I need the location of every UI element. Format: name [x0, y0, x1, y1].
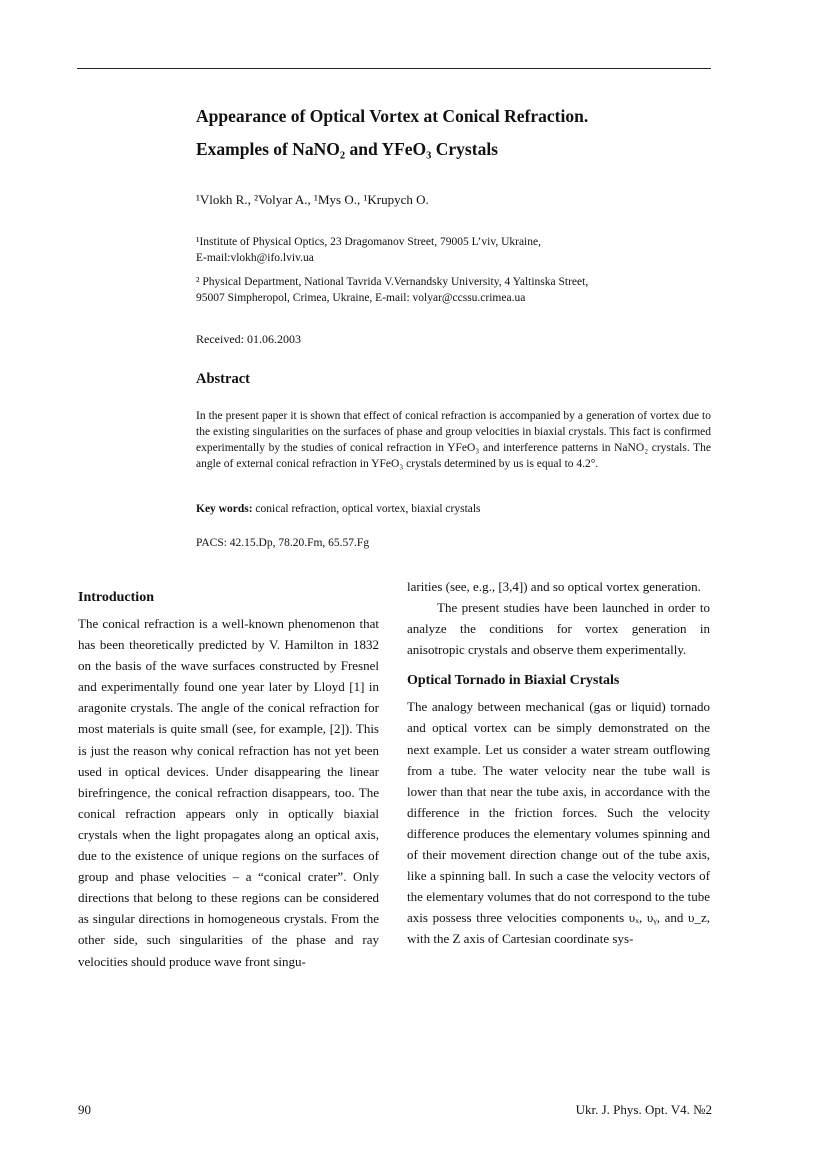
right-paragraph-1: larities (see, e.g., [3,4]) and so optical vortex generation.: [407, 579, 701, 594]
header-rule: [77, 68, 711, 69]
introduction-paragraph: The conical refraction is a well-known phenomenon that has been theoretically predicted by V. Hamilton in 1832 on the basis of the wave surfaces constructed by Fresnel and experimentally found one year later by Lloyd [1] in aragonite crystals. The angle of the conical refraction for most materials is quite small (see, for example, [2]). This is just the reason why conical refraction has not yet been used in optical devices. Under disappearing the linear birefringence, the conical refraction disappears, too. The conical refraction appears only in optically biaxial crystals when the light propagates along an optical axis, due to the existence of unique regions on the surfaces of group and phase velocities – a “conical crater”. Only directions that belong to these regions can be considered as singular directions in homogeneous crystals. From the other side, such singularities of the phase and ray velocities should produce wave front singu-: [78, 616, 379, 969]
right-paragraph-2: The present studies have been launched in order to analyze the conditions for vortex generation in anisotropic crystals and observe them experimentally.: [407, 600, 710, 658]
tornado-heading: Optical Tornado in Biaxial Crystals: [407, 673, 620, 689]
left-column: [78, 587, 379, 972]
affiliation-2: [196, 274, 716, 306]
affiliation-1: [196, 234, 716, 266]
authors: ¹Vlokh R., ²Volyar A., ¹Mys O., ¹Krupych O.: [196, 192, 429, 207]
journal-reference: Ukr. J. Phys. Opt. V4. №2: [575, 1102, 712, 1117]
introduction-heading: Introduction: [78, 590, 154, 605]
keywords: [196, 503, 481, 515]
affiliation-1-line-1: ¹Institute of Physical Optics, 23 Dragomanov Street, 79005 L’viv, Ukraine,: [196, 236, 541, 248]
title-line-2: Examples of NaNO₂ and YFeO₃ Crystals: [196, 139, 498, 159]
affiliation-2-line-2: 95007 Simpheropol, Crimea, Ukraine, E-mail: volyar@ccssu.crimea.ua: [196, 292, 526, 304]
affiliation-1-line-2: E-mail:vlokh@ifo.lviv.ua: [196, 252, 314, 264]
right-column: [407, 576, 710, 950]
received-date: Received: 01.06.2003: [196, 332, 301, 346]
title-line-1: Appearance of Optical Vortex at Conical Refraction.: [196, 106, 589, 126]
page-number: 90: [78, 1102, 91, 1117]
paper-title: [196, 100, 756, 166]
tornado-paragraph: The analogy between mechanical (gas or liquid) tornado and optical vortex can be simply demonstrated on the next example. Let us consider a water stream outflowing from a tube. The water velocity near the tube wall is lower than that near the tube axis, in accordance with the difference in the friction forces. Such the velocity difference produces the elementary volumes spinning and of their movement direction change out of the tube axis, like a spinning ball. In such a case the velocity vectors of the elementary volumes that do not correspond to the tube axis possess three velocities components υₓ, υᵧ, and υ_z, with the Z axis of Cartesian coordinate sys-: [407, 699, 710, 947]
abstract-text: In the present paper it is shown that effect of conical refraction is accompanied by a generation of vortex due to the existing singularities on the surfaces of phase and group velocities in biaxial crystals. This fact is confirmed experimentally by the studies of conical refraction in YFeO₃ and interference patterns in NaNO₂ crystals. The angle of external conical refraction in YFeO₃ crystals determined by us is equal to 4.2°.: [196, 410, 711, 470]
keywords-text: conical refraction, optical vortex, biaxial crystals: [252, 503, 481, 515]
keywords-label: Key words:: [196, 503, 253, 515]
abstract-heading: Abstract: [196, 371, 250, 387]
affiliation-2-line-1: ² Physical Department, National Tavrida V.Vernandsky University, 4 Yaltinska Street,: [196, 276, 589, 288]
pacs-codes: PACS: 42.15.Dp, 78.20.Fm, 65.57.Fg: [196, 537, 370, 549]
